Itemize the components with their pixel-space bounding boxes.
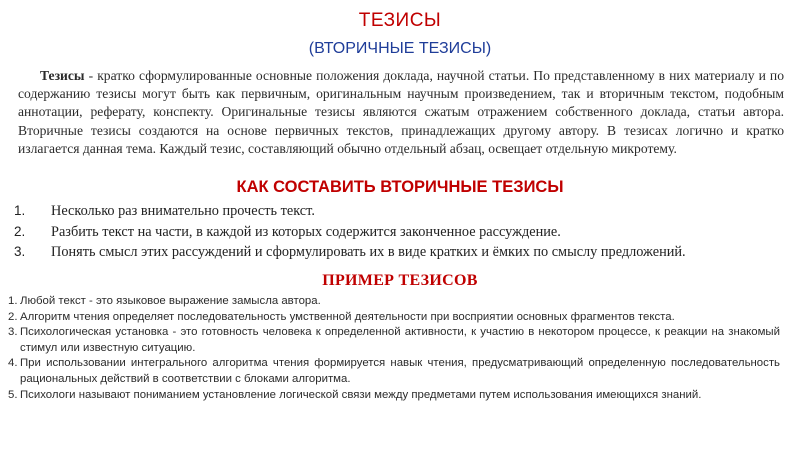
list-item: [8, 388, 780, 404]
how-to-steps-list: [14, 201, 794, 263]
list-item: [8, 310, 780, 326]
example-number: 5.: [8, 388, 18, 401]
page-subtitle: (ВТОРИЧНЫЕ ТЕЗИСЫ): [308, 40, 492, 57]
example-number: 1.: [8, 295, 18, 307]
definition-text: - кратко сформулированные основные положения доклада, научной статьи. По представленному в них материалу и по содержанию тезисы могут быть как первичным, оригинальным научным произведением, так и вторичным текстом, подобным аннотации, реферату, конспекту. Оригинальные тезисы являются сжатым отражением собственного доклада, статьи автора. Вторичные тезисы создаются на основе первичных текстов, принадлежащих другому автору. В тезисах логично и кратко излагается данная тема. Каждый тезис, составляющий обычно отдельный абзац, освещает отдельную микротему.: [18, 68, 784, 156]
list-item: [14, 242, 794, 263]
list-item: [8, 356, 780, 387]
example-number: 4.: [8, 357, 18, 370]
how-to-heading: КАК СОСТАВИТЬ ВТОРИЧНЫЕ ТЕЗИСЫ: [236, 178, 564, 196]
step-text: Понять смысл этих рассуждений и сформулировать их в виде кратких и ёмких по смыслу предложений.: [51, 244, 686, 260]
step-text: Несколько раз внимательно прочесть текст.: [51, 203, 315, 219]
definition-term: Тезисы: [40, 68, 85, 83]
example-number: 2.: [8, 310, 18, 323]
step-number: 3.: [14, 244, 26, 259]
list-item: [8, 294, 780, 310]
examples-heading: ПРИМЕР ТЕЗИСОВ: [322, 272, 478, 289]
step-number: 2.: [14, 223, 26, 239]
example-text: Алгоритм чтения определяет последовательность умственной деятельности при восприятии основных фрагментов текста.: [20, 310, 675, 323]
list-item: [14, 201, 794, 222]
example-text: Любой текст - это языковое выражение замысла автора.: [20, 295, 321, 307]
example-number: 3.: [8, 326, 18, 339]
example-text: При использовании интегрального алгоритма чтения формируется навык чтения, предусматривающий определенную последовательность рациональных действий в соответствии с блоками алгоритма.: [20, 357, 780, 385]
example-text: Психологи называют пониманием установление логической связи между предметами путем использования имеющихся знаний.: [20, 388, 702, 401]
examples-list: [8, 294, 780, 403]
page-title: ТЕЗИСЫ: [358, 10, 442, 31]
definition-paragraph: [18, 67, 784, 158]
example-text: Психологическая установка - это готовность человека к определенной активности, к участию в некотором процессе, к реакции на знакомый стимул или известную ситуацию.: [20, 326, 780, 354]
step-text: Разбить текст на части, в каждой из которых содержится законченное рассуждение.: [51, 223, 561, 240]
list-item: [8, 325, 780, 356]
step-number: 1.: [14, 203, 26, 218]
list-item: [14, 222, 794, 243]
